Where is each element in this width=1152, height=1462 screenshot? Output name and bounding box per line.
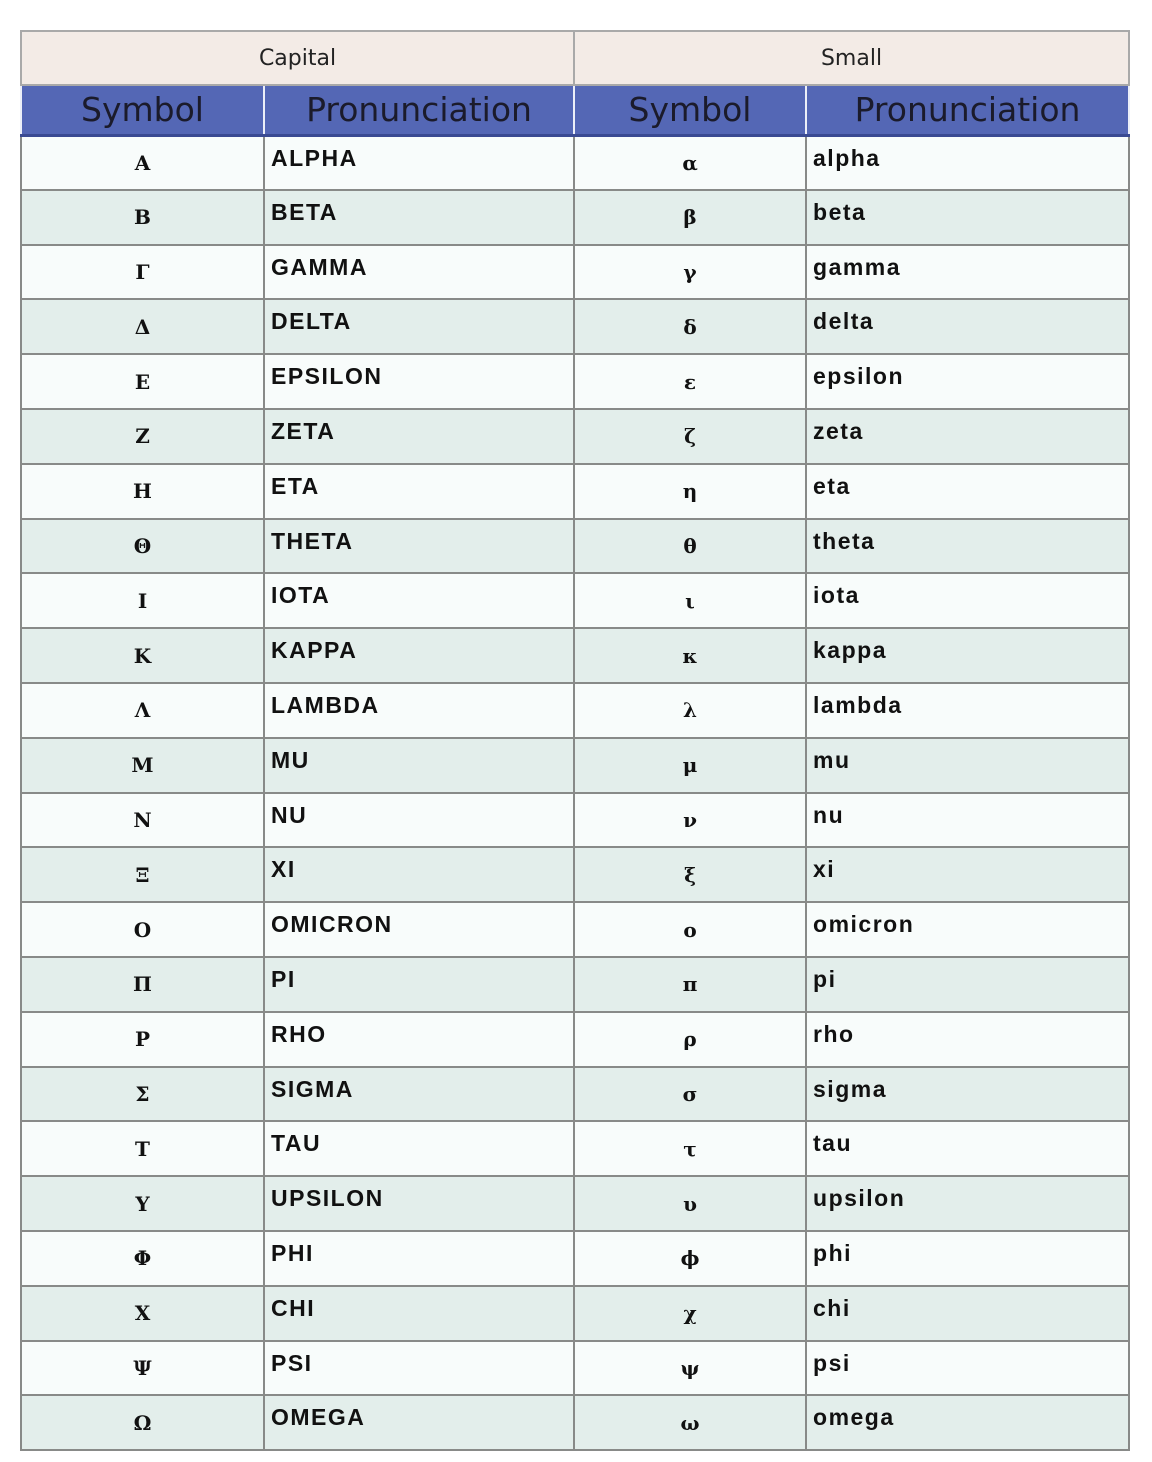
small-symbol-cell: η — [574, 464, 806, 519]
small-symbol-cell: σ — [574, 1067, 806, 1122]
capital-group-header: Capital — [21, 31, 574, 85]
small-pronunciation-cell: omega — [806, 1395, 1129, 1450]
capital-symbol-cell: Β — [21, 190, 264, 245]
small-symbol-cell: γ — [574, 245, 806, 300]
small-pronunciation-cell: psi — [806, 1341, 1129, 1396]
small-pronunciation-cell: theta — [806, 519, 1129, 574]
table-row — [21, 299, 1129, 354]
small-pronunciation-cell: pi — [806, 957, 1129, 1012]
table-row — [21, 1286, 1129, 1341]
small-symbol-cell: α — [574, 135, 806, 190]
capital-pronunciation-cell: RHO — [264, 1012, 574, 1067]
table-row — [21, 628, 1129, 683]
small-symbol-cell: ε — [574, 354, 806, 409]
small-pronunciation-cell: nu — [806, 793, 1129, 848]
table-row — [21, 354, 1129, 409]
small-pronunciation-cell: beta — [806, 190, 1129, 245]
table-row — [21, 1012, 1129, 1067]
capital-symbol-cell: Η — [21, 464, 264, 519]
capital-symbol-cell: Ψ — [21, 1341, 264, 1396]
table-row — [21, 1176, 1129, 1231]
table-row — [21, 190, 1129, 245]
small-pronunciation-header: Pronunciation — [806, 85, 1129, 135]
capital-symbol-cell: Δ — [21, 299, 264, 354]
small-pronunciation-cell: omicron — [806, 902, 1129, 957]
capital-pronunciation-cell: GAMMA — [264, 245, 574, 300]
capital-pronunciation-cell: MU — [264, 738, 574, 793]
small-symbol-cell: τ — [574, 1121, 806, 1176]
capital-symbol-cell: Ζ — [21, 409, 264, 464]
small-pronunciation-cell: rho — [806, 1012, 1129, 1067]
small-symbol-header: Symbol — [574, 85, 806, 135]
capital-symbol-cell: Κ — [21, 628, 264, 683]
capital-symbol-cell: Α — [21, 135, 264, 190]
capital-pronunciation-cell: CHI — [264, 1286, 574, 1341]
capital-pronunciation-cell: ALPHA — [264, 135, 574, 190]
table-row — [21, 409, 1129, 464]
small-symbol-cell: μ — [574, 738, 806, 793]
small-symbol-cell: ρ — [574, 1012, 806, 1067]
small-pronunciation-cell: gamma — [806, 245, 1129, 300]
capital-pronunciation-cell: DELTA — [264, 299, 574, 354]
small-symbol-cell: β — [574, 190, 806, 245]
table-row — [21, 847, 1129, 902]
small-pronunciation-cell: iota — [806, 573, 1129, 628]
capital-symbol-cell: Λ — [21, 683, 264, 738]
table-row — [21, 573, 1129, 628]
greek-alphabet-table — [20, 30, 1130, 1451]
capital-symbol-cell: Τ — [21, 1121, 264, 1176]
capital-pronunciation-cell: OMEGA — [264, 1395, 574, 1450]
capital-symbol-header: Symbol — [21, 85, 264, 135]
capital-pronunciation-cell: BETA — [264, 190, 574, 245]
small-pronunciation-cell: eta — [806, 464, 1129, 519]
capital-symbol-cell: Ν — [21, 793, 264, 848]
capital-symbol-cell: Γ — [21, 245, 264, 300]
small-pronunciation-cell: phi — [806, 1231, 1129, 1286]
small-symbol-cell: ϕ — [574, 1231, 806, 1286]
table-row — [21, 519, 1129, 574]
small-pronunciation-cell: lambda — [806, 683, 1129, 738]
capital-symbol-cell: Π — [21, 957, 264, 1012]
capital-pronunciation-cell: NU — [264, 793, 574, 848]
small-pronunciation-cell: tau — [806, 1121, 1129, 1176]
capital-pronunciation-cell: TAU — [264, 1121, 574, 1176]
table-row — [21, 957, 1129, 1012]
table-row — [21, 135, 1129, 190]
small-pronunciation-cell: chi — [806, 1286, 1129, 1341]
capital-pronunciation-cell: XI — [264, 847, 574, 902]
small-symbol-cell: ψ — [574, 1341, 806, 1396]
small-pronunciation-cell: xi — [806, 847, 1129, 902]
capital-symbol-cell: Σ — [21, 1067, 264, 1122]
capital-pronunciation-cell: IOTA — [264, 573, 574, 628]
capital-symbol-cell: Μ — [21, 738, 264, 793]
capital-pronunciation-cell: EPSILON — [264, 354, 574, 409]
capital-pronunciation-cell: KAPPA — [264, 628, 574, 683]
capital-pronunciation-cell: THETA — [264, 519, 574, 574]
capital-pronunciation-cell: PI — [264, 957, 574, 1012]
small-symbol-cell: ο — [574, 902, 806, 957]
small-pronunciation-cell: zeta — [806, 409, 1129, 464]
table-row — [21, 1121, 1129, 1176]
small-pronunciation-cell: alpha — [806, 135, 1129, 190]
small-symbol-cell: ν — [574, 793, 806, 848]
table-row — [21, 738, 1129, 793]
capital-pronunciation-cell: PSI — [264, 1341, 574, 1396]
table-row — [21, 793, 1129, 848]
small-symbol-cell: θ — [574, 519, 806, 574]
small-group-header: Small — [574, 31, 1129, 85]
capital-symbol-cell: Ρ — [21, 1012, 264, 1067]
small-symbol-cell: υ — [574, 1176, 806, 1231]
small-pronunciation-cell: epsilon — [806, 354, 1129, 409]
capital-symbol-cell: Φ — [21, 1231, 264, 1286]
capital-symbol-cell: Ο — [21, 902, 264, 957]
table-row — [21, 683, 1129, 738]
table-row — [21, 464, 1129, 519]
table-row — [21, 1231, 1129, 1286]
small-symbol-cell: ξ — [574, 847, 806, 902]
capital-symbol-cell: Υ — [21, 1176, 264, 1231]
capital-pronunciation-cell: SIGMA — [264, 1067, 574, 1122]
small-symbol-cell: δ — [574, 299, 806, 354]
capital-symbol-cell: Ε — [21, 354, 264, 409]
capital-symbol-cell: Ι — [21, 573, 264, 628]
table-row — [21, 245, 1129, 300]
capital-pronunciation-cell: UPSILON — [264, 1176, 574, 1231]
column-header-row — [21, 85, 1129, 135]
capital-symbol-cell: Θ — [21, 519, 264, 574]
small-symbol-cell: λ — [574, 683, 806, 738]
small-pronunciation-cell: mu — [806, 738, 1129, 793]
table-row — [21, 1067, 1129, 1122]
small-pronunciation-cell: sigma — [806, 1067, 1129, 1122]
table-row — [21, 1395, 1129, 1450]
small-pronunciation-cell: upsilon — [806, 1176, 1129, 1231]
table-body — [21, 135, 1129, 1450]
small-symbol-cell: χ — [574, 1286, 806, 1341]
small-symbol-cell: κ — [574, 628, 806, 683]
capital-symbol-cell: Ω — [21, 1395, 264, 1450]
small-pronunciation-cell: delta — [806, 299, 1129, 354]
small-symbol-cell: ω — [574, 1395, 806, 1450]
small-pronunciation-cell: kappa — [806, 628, 1129, 683]
table-row — [21, 1341, 1129, 1396]
capital-symbol-cell: Χ — [21, 1286, 264, 1341]
capital-pronunciation-header: Pronunciation — [264, 85, 574, 135]
small-symbol-cell: π — [574, 957, 806, 1012]
table-row — [21, 902, 1129, 957]
capital-pronunciation-cell: OMICRON — [264, 902, 574, 957]
capital-symbol-cell: Ξ — [21, 847, 264, 902]
capital-pronunciation-cell: ETA — [264, 464, 574, 519]
small-symbol-cell: ι — [574, 573, 806, 628]
capital-pronunciation-cell: LAMBDA — [264, 683, 574, 738]
group-header-row — [21, 31, 1129, 85]
small-symbol-cell: ζ — [574, 409, 806, 464]
capital-pronunciation-cell: ZETA — [264, 409, 574, 464]
capital-pronunciation-cell: PHI — [264, 1231, 574, 1286]
